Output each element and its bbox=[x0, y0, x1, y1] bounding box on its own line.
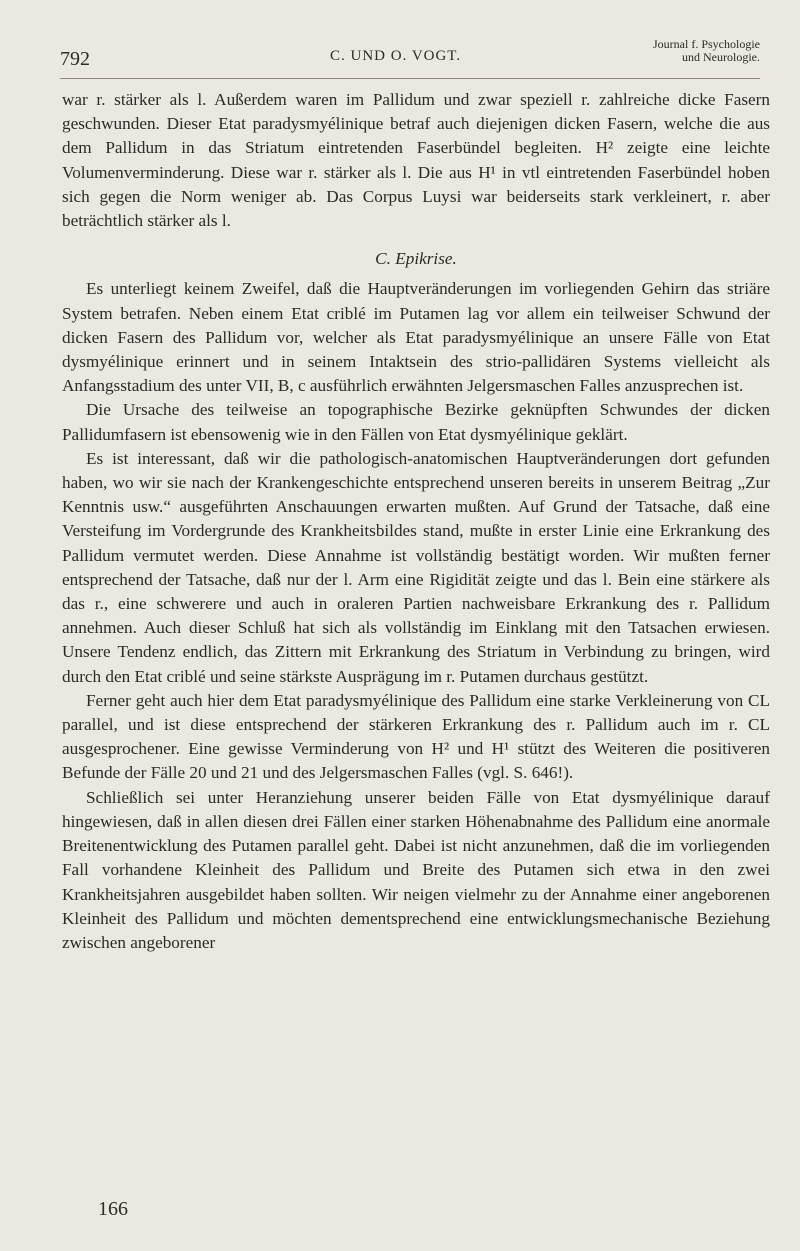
paragraph-3: Die Ursache des teilweise an topographische Bezirke geknüpften Schwundes der dicken Pallidumfasern ist ebensowenig wie in den Fällen von Etat dysmyélinique geklärt. bbox=[62, 400, 770, 444]
running-head: C. UND O. VOGT. bbox=[330, 48, 462, 64]
signature-mark: 166 bbox=[98, 1198, 128, 1220]
journal-line-2: und Neurologie. bbox=[682, 50, 760, 64]
paragraph-1: war r. stärker als l. Außerdem waren im Pallidum und zwar speziell r. zahlreiche dicke Fasern geschwunden. Dieser Etat paradysmyélinique betraf auch diejenigen dicken Fasern, welche die aus dem Pallidum in das Striatum eintretenden Faserbündel begleiten. H² zeigte eine leichte Volumenverminderung. Diese war r. stärker als l. Die aus H¹ in vtl eintretenden Faserbündel hoben sich gegen die Norm weniger ab. Das Corpus Luysi war beiderseits stark verkleinert, r. aber beträchtlich stärker als l. bbox=[62, 90, 770, 231]
paragraph-2: Es unterliegt keinem Zweifel, daß die Hauptveränderungen im vorliegenden Gehirn das striäre System betrafen. Neben einem Etat criblé im Putamen lag vor allem ein teilweiser Schwund der dicken Fasern des Pallidum vor, welcher als Etat paradysmyélinique an unsere Fälle von Etat dysmyélinique erinnert und in seinem Intaktsein des strio-pallidären Systems vielleicht als Anfangsstadium des unter VII, B, c ausführlich erwähnten Jelgersmaschen Falles anzusprechen ist. bbox=[62, 279, 770, 396]
paragraph-4: Es ist interessant, daß wir die pathologisch-anatomischen Hauptveränderungen dort gefunden haben, wo wir sie nach der Krankengeschichte entsprechend unseren bereits in unserem Beitrag „Zur Kenntnis usw.“ ausgeführten Anschauungen erwarten mußten. Auf Grund der Tatsache, daß eine Versteifung im Vordergrunde des Krankheitsbildes stand, mußte in erster Linie eine Erkrankung des Pallidum vermutet werden. Diese Annahme ist vollständig bestätigt worden. Wir mußten ferner entsprechend der Tatsache, daß nur der l. Arm eine Rigidität zeigte und das l. Bein eine stärkere als das r., eine schwerere und auch in oraleren Partien nachweisbare Erkrankung des r. Pallidum annehmen. Auch dieser Schluß hat sich als vollständig im Einklang mit den Tatsachen erwiesen. Unsere Tendenz endlich, das Zittern mit Erkrankung des Striatum in Verbindung zu bringen, wird durch den Etat criblé und seine stärkste Ausprägung im r. Putamen durchaus gestützt. bbox=[62, 448, 770, 686]
section-title: C. Epikrise. bbox=[375, 249, 457, 269]
journal-title bbox=[653, 38, 760, 64]
journal-line-1: Journal f. Psychologie bbox=[653, 37, 760, 51]
page-number: 792 bbox=[60, 48, 90, 70]
page-header bbox=[60, 30, 760, 79]
paragraph-5: Ferner geht auch hier dem Etat paradysmyélinique des Pallidum eine starke Verkleinerung von CL parallel, und ist diese entsprechend der stärkeren Erkrankung des r. Pallidum auch im r. CL ausgesprochener. Eine gewisse Verminderung von H² und H¹ stützt des Weiteren die positiveren Befunde der Fälle 20 und 21 und des Jelgersmaschen Falles (vgl. S. 646!). bbox=[62, 690, 770, 783]
paragraph-6: Schließlich sei unter Heranziehung unserer beiden Fälle von Etat dysmyélinique darauf hingewiesen, daß in allen diesen drei Fällen einer starken Höhenabnahme des Pallidum eine anormale Breitenentwicklung des Putamen parallel geht. Dabei ist nicht anzunehmen, daß die im vorliegenden Fall vorhandene Kleinheit des Pallidum und Breite des Putamen sich etwa in den zwei Krankheitsjahren ausgebildet haben sollten. Wir neigen vielmehr zu der Annahme einer angeborenen Kleinheit des Pallidum und möchten dementsprechend eine entwicklungsmechanische Beziehung zwischen angeborener bbox=[62, 787, 770, 952]
body-text bbox=[62, 88, 770, 955]
